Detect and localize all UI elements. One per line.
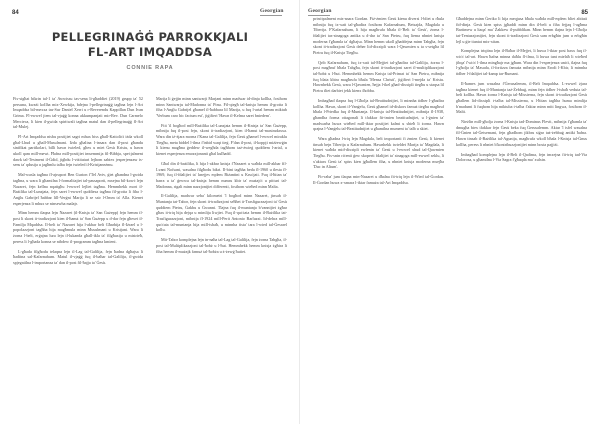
right-page xyxy=(300,0,600,424)
paragraph: Il-ħames jum wasalna f'Ġerusalemm, il-Belt Imqaddsa. L-ewwel żjara tagħna kienet fuq il-Muntanja taż-Żebbuġ, minn fejn tidher l-isbaħ veduta tal-belt kollha. Hawn żorna l-Knisja tal-Missierna, fejn skont it-tradizzjoni Ġesù għallem lid-dixxipli t-talba tal-Missierna, u l-ħitan tagħha huma mimlija b'madumi li fuqhom hija miktuba t-talba f'aktar minn mitt lingwa, fosthom il-Malti. xyxy=(456,80,587,115)
article-header xyxy=(14,30,286,71)
paragraph: Imbagħad komplejna lejn il-Belt il-Qadima, fejn imxejna fit-triq tad-Via Dolorosa, u għamilna l-Via Sagra f'għaqda ma' xulxin. xyxy=(456,151,587,163)
paragraph: Ftit 'il bogħod mill-Bażilika tal-Lunzjata hemm il-Knisja ta' San Ġużepp, mibnija fuq il-post fejn, skont it-tradizzjoni, kien il-ħanut tal-mastrudaxxa. Wara din iż-żjara morna f'Kana tal-Galilija, fejn Ġesù għamel l-ewwel miraklu Tiegħu, meta biddel l-ilma f'inbid waqt tieġ. F'dan il-post, il-koppji miżżewġin li kienu magħna ġeddew il-wegħda tagħhom taż-żwieġ quddiem l-artal, u kienet esperjenza emozzjonanti għal kulħadd. xyxy=(156,122,287,157)
paragraph: Nieżlin mill-għolja żorna l-Knisja tad-Dominus Flevit, mibnija f'għamla ta' dmugħa biex tfakkar fejn Ġesù beka fuq Ġerusalemm. Aktar 'l isfel wasalna fil-Ġnien tal-Ġetsemani, fejn għadhom jikbru siġar taż-żebbuġ antiki ħafna. Hawn tinsab il-Bażilika tal-Agunija, magħrufa wkoll bħala l-Knisja tal-Ġnus kollha, peress li nbniet b'kontribuzzjonijiet minn bosta pajjiżi. xyxy=(456,119,587,147)
article-title-line-2: FL-ART IMQADDSA xyxy=(87,45,213,59)
article-author: CONNIE RAPA xyxy=(126,65,174,71)
paragraph: Marija li ġejjin minn santwarji Marjani minn madwar id-dinja kollha, fosthom minn Santwarju tal-Madonna ta' Pinu. Fil-qiegħ tal-knisja hemm il-grotta li fiha l-Anġlu Gabrijel għamel il-ħabbara lil Marija, u fuq l-artal hemm miktub 'Verbum caro hic factum est', jiġifieri 'Hawn il-Kelma saret bniedem'. xyxy=(156,96,287,118)
right-page-number: 85 xyxy=(581,10,588,16)
paragraph: prinċipalment mis-snara Gordan. Fiż-żmien Ġesù kienu diversi l-bliet u rħula mibnija fuq ix-xatt tal-għadira fosthom Kafarnahum, Betsajda, Magdala u Tiberija. F'Kafarnahum, li hija magħrufa bħala il-'Belt ta' Ġesù', żorna l-fdalijiet tas-sinagoga antika u d-dar ta' San Pietru, fuq liema nbniet knisja moderna f'għamla ta' dgħajsa. Minn hemm ukoll għaddejna minn Tabgħa, fejn skont it-tradizzjoni Ġesù deher lid-dixxipli wara l-Qawmien u ta s-setgħa lil Pietru fuq il-Knisja Tiegħu. xyxy=(313,16,444,55)
paragraph: Fl-Art Imqaddsa nisbu postijiet sagri mhux biss għall-Kattoliċi iżda wkoll għal-Lhud u għall-Musulmani. Iżda għalina l-insara dan il-post għandu sinifikat partikolari, billi hawn twieled, għex u miet Ġesù Kristu, u hawn ukoll qam mill-mewt. Ħafna mill-postijiet imsemmija fil-Bibbja, speċjalment dawk tal-Testment il-Ġdid, jiġbdu l-viżitaturi lejhom sabiex jesperjenzaw is-sens ta' qdusija u jagħmlu talba fejn twieled il-Kristjaneżmu. xyxy=(13,134,143,168)
paragraph: Qrib Kafarnahum, fuq ix-xatt tal-Mejjiet tal-għadira tal-Galilija, żorna l-post magħruf bħala Tabgħa, fejn skont it-tradizzjoni saret il-multiplikazzjoni tal-ħobż u l-ħut. Hemmhekk hemm Knisja tal-Primat ta' San Pietru, mibnija fuq blata kbira magħrufa bħala 'Mensa Christi', jiġifieri l-mejda ta' Kristu. Hawnhekk Ġesù, wara l-Qawmien, ħejja l-ikel għad-dixxipli tiegħu u staqsa lil Pietru tliet darbiet jekk kienx iħobbu. xyxy=(313,59,444,94)
paragraph: Fis-sigħat bikrin tal-1 ta' Awwissu tas-sena li-għaddiet (2019) grupp ta' 52 persuna, kważi kollha mix-Xewkija, bdejna l-pellegrinaġġ tagħna lejn l-Art Imqaddsa bil-mexxa tas-Sur Daniel Xerri u r-Reverendu Kappillan Dun Ivan Grima. Fl-ewwel jiem tal-vjaġġ konna akkumpanjati mir-Rev. Dun Carmelo Mercieca, li kien il-gwida spiritwali tagħna matul dan il-pellegrinaġġ fl-Art tal-Mulej. xyxy=(13,96,143,130)
paragraph: L-għada filgħodu telaqna lejn il-Lag tal-Galilija, fejn ħadna dgħajsa li ħaditna sal-Kafarnahum. Matul il-vjaġġ fuq il-baħar tal-Galilija, il-gwida spjegatilna l-importanza ta' dan il-post fil-ħajja ta' Ġesù. xyxy=(13,248,143,265)
paragraph: Minn hemm tlaqna lejn Nazaret (il-Knisja ta' San Ġużepp) fejn hemm il-post li skont it-tradizzjoni kien il-ħanut ta' San Ġużepp u d-dar fejn għexet il-Familja Mqaddsa. Il-belt ta' Nazaret hija l-akbar belt Għarbija fl-Iżrael u l-popolazzjoni tagħha hija magħmula minn Musulmani u Kristjani. Wara li żorna l-belt, erġajna lura lejn il-lukanda għall-ikla ta' filgħaxija u mistrieħ, peress li l-għada konna se nibdew il-programm tagħna kmieni. xyxy=(13,210,143,244)
right-page-column-1 xyxy=(313,16,444,414)
left-page-number: 84 xyxy=(12,10,19,16)
left-page-column-1 xyxy=(13,96,143,414)
right-page-column-2 xyxy=(456,16,587,414)
paragraph: Fir-raba' jum tlaqna min-Nazaret u dħalna fit-triq lejn il-Wied tal-Ġordan. Il-Ġordan huwa x-xmara l-iktar famuża tal-Art Imqaddsa. xyxy=(313,174,444,185)
paragraph: Imbagħad tlaqna fuq l-Għolja tal-Beatitudnijiet, li minnha tidher l-għadira kollha. Hawn, skont il-Vanġelu, Ġesù għamel id-diskors famuż tiegħu magħruf bħala l-Priedka fuq il-Muntanja. Il-knisja tal-Beatitudnijiet, mibnija fl-1938, għandha forma ottagonali li tfakkar fit-tmien beatitudnijiet, u l-ġnien ta' madwarha huwa wieħed mill-iktar postijiet kalmi u sbieħ li żorna. Hawn qrajna l-Vanġelu tal-Beatitudnijiet u għamilna mument ta' talb u skiet. xyxy=(313,97,444,132)
paragraph: Mit-Tabor komplejna lejn in-naħa tal-Lag tal-Galilija, fejn żorna Tabgħa, il-post tal-Multiplikazzjoni tal-ħobż u l-ħut. Hemmhekk hemm knisja żgħira li fiha hemm il-mużajk famuż tal-ħobża u ż-żewġ ħutiet. xyxy=(156,237,287,254)
paragraph: Il-Galilija, madwar seba' kilometri 'l bogħod minn Nazaret, jinsab il-Muntanja tat-Tabor, fejn skont it-tradizzjoni seħħet it-Trasfigurazzjoni ta' Ġesù quddiem Pietru, Ġakbu u Ġwanni. Tlajna fuq il-muntanja b'vannijiet żgħar għax it-triq hija dejqa u mimlija liwjiet. Fuq il-quċċata hemm il-Bażilika tat-Trasfigurazzjoni, mibnija fl-1924 mill-Perit Antonio Barluzzi. Id-dehra mill-quċċata tal-muntanja hija mill-isbaħ, u minnha tista' tara l-wied tal-Ġesrael kollu. xyxy=(156,193,287,233)
magazine-logo: Georgian xyxy=(308,8,332,14)
magazine-logo: Georgian xyxy=(260,8,284,14)
paragraph: Għaddejna minn Ġeriko li hija meqjusa bħala waħda mill-eqdem bliet abitati fid-dinja. Ġesù kien spiss jgħaddi minn din il-belt u fiha fejjaq l-agħma Bartimew u ltaqa' ma' Żakkew il-pubblikan. Minn hemm tlajna lejn l-Għolja tat-Tentazzjonijiet, fejn skont it-tradizzjoni Ġesù sam erbgħin jum u erbgħin lejl u ġie ttantat mix-xitan. xyxy=(456,16,587,44)
left-page-column-2 xyxy=(156,96,287,414)
paragraph: Komplejna triqitna lejn il-Baħar il-Mejjet, li huwa l-iktar post baxx fuq il-wiċċ tal-art. Hawn ħafna minna daħlu fl-ilma, li huwa tant mielaħ li wieħed jibqa' f'wiċċ l-ilma mingħajr ma jgħum. Wara din l-esperjenza uniċi, tlajna fuq l-għolja ta' Masada, il-fortizza famuża mibnija minn Erodi l-Kbir, li minnha tidher l-fdalijiet tal-kamp tar-Rumani. xyxy=(456,48,587,77)
paragraph: Mal-wasla tagħna fl-ajruport Ben Gurion f'Tel Aviv, ġiet għandna l-gwida tagħna, u wara li għamilna l-formalitajiet tal-passaporti, mxejna bil-kowċ lejn Nazaret, fejn kellna nqattgħu l-ewwel lejliet tagħna. Hemmhekk mort il-Bażilika tal-Lunzjata, fejn saret l-ewwel quddiesa tagħna fil-grotta li fiha l-Anġlu Gabrijel ħabbar lill-Verġni Marija li se ssir l-Omm ta' Alla. Kienet esperjenza li mhux se ninsewha malajr. xyxy=(13,172,143,206)
paragraph: Għal din il-bażilika, li hija l-akbar knisja f'Nazaret u waħda mill-akbar fil-Lvant Nofsani, wasalna filgħodu bikri. Il-bini tagħha beda fl-1960 u tlesta fl-1969, fuq il-fdalijiet ta' knejjes eqdem Biżantini u Kruċjati. Fuq il-ħitan ta' barra u ta' ġewwa tal-knisja hemm numru kbir ta' mużajċi u pitturi tal-Madonna, rigali minn nazzjonijiet differenti, fosthom wieħed minn Malta. xyxy=(156,160,287,189)
paragraph: Wara għadna l-triq lejn Magdala, belt importanti fi żmien Ġesù, li kienet tinsab bejn Tiberija u Kafarnahum. Hawnhekk twieldet Marija ta' Magdala, li kienet waħda mid-dixxipli ewlenin ta' Ġesù u l-ewwel xhud tal-Qawmien Tiegħu. Fis-snin riċenti ġew skoperti fdalijiet ta' sinagoga mill-ewwel seklu, li x'aktarx Ġesù ta' spiss kien jgħallem fiha, u nbniet knisja moderna msejħa 'Duc in Altum'. xyxy=(313,136,444,170)
article-title-line-1: PELLEGRINAĠĠ PARROKKJALI xyxy=(51,30,249,44)
